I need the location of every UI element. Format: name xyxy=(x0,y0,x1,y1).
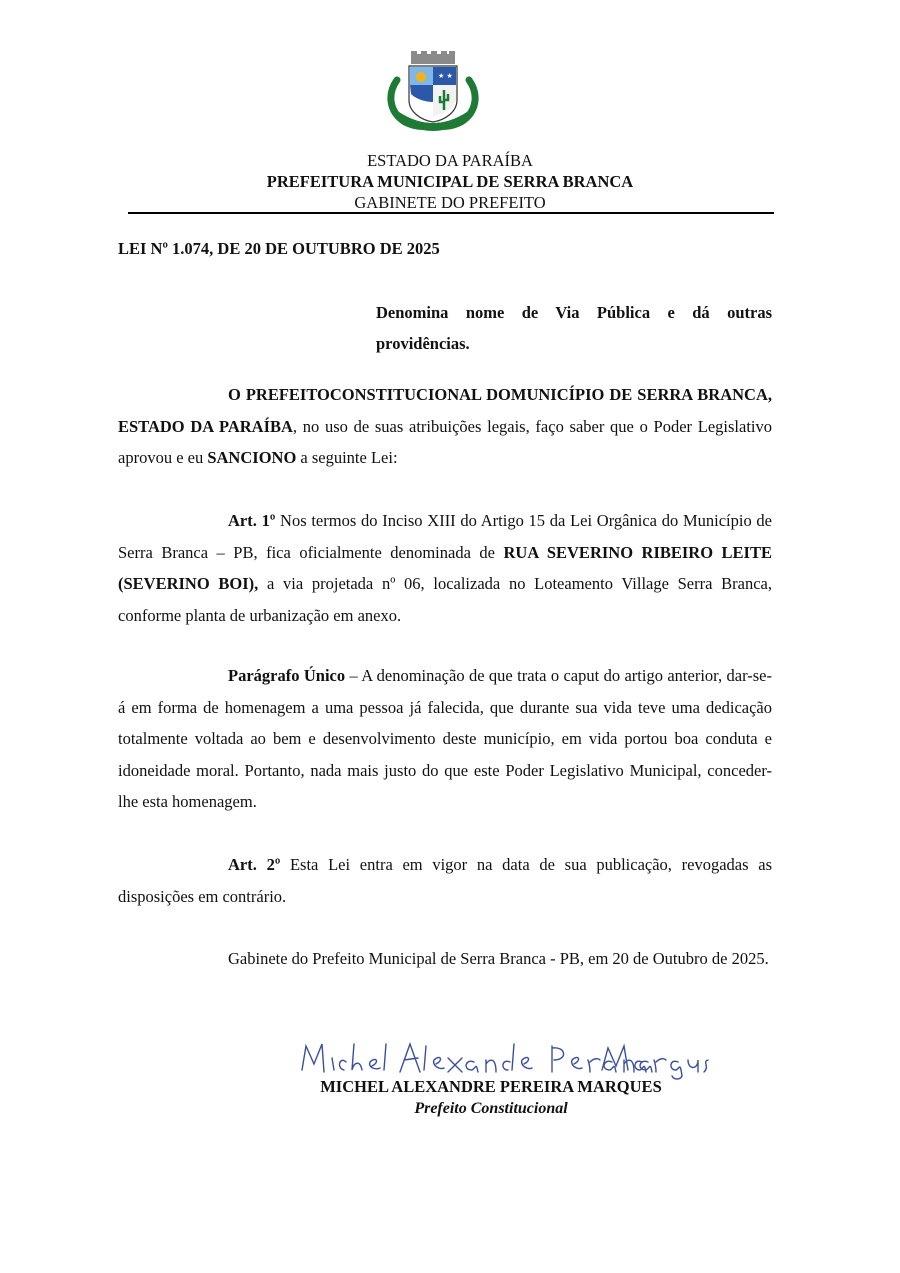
law-summary: Denomina nome de Via Pública e dá outras providências. xyxy=(376,303,772,353)
sole-paragraph-label: Parágrafo Único xyxy=(228,666,346,685)
header-state: ESTADO DA PARAÍBA xyxy=(367,151,533,170)
svg-text:★ ★: ★ ★ xyxy=(438,72,453,80)
article-2-text: Esta Lei entra em vigor na data de sua publicação, revogadas as disposições em contrário. xyxy=(118,855,772,906)
signatory-name: MICHEL ALEXANDRE PEREIRA MARQUES xyxy=(320,1077,662,1096)
article-1-text-end: a via projetada nº 06, localizada no Loteamento Village Serra Branca, conforme planta de urbanização em anexo. xyxy=(118,574,772,625)
preamble-text-end: a seguinte Lei: xyxy=(296,448,398,467)
preamble-paragraph xyxy=(118,379,772,474)
closing-paragraph: Gabinete do Prefeito Municipal de Serra Branca - PB, em 20 de Outubro de 2025. xyxy=(228,949,769,968)
preamble-text: , no uso de suas atribuições legais, faço saber que o Poder Legislativo aprovou e eu xyxy=(118,416,772,467)
law-title: LEI Nº 1.074, DE 20 DE OUTUBRO DE 2025 xyxy=(118,239,440,258)
handwritten-signature xyxy=(290,1036,720,1081)
preamble-bold: O PREFEITOCONSTITUCIONAL DOMUNICÍPIO DE SERRA BRANCA, ESTADO DA PARAÍBA xyxy=(118,385,772,436)
street-name: RUA SEVERINO RIBEIRO LEITE (SEVERINO BOI), xyxy=(118,542,772,593)
article-2-label: Art. 2º xyxy=(228,855,281,874)
signatory-role: Prefeito Constitucional xyxy=(414,1100,568,1117)
article-1 xyxy=(118,505,772,631)
sole-paragraph xyxy=(118,660,772,818)
article-1-text: Nos termos do Inciso XIII do Artigo 15 da Lei Orgânica do Município de Serra Branca – PB, fica oficialmente denominada de xyxy=(118,511,772,562)
sole-paragraph-text: – A denominação de que trata o caput do artigo anterior, dar-se-á em forma de homenagem a uma pessoa já falecida, que durante sua vida teve uma dedicação totalmente voltada ao bem e desenvolvimento deste município, em vida portou boa conduta e idoneidade moral. Portanto, nada mais justo do que este Poder Legislativo Municipal, conceder-lhe esta homenagem. xyxy=(118,666,772,811)
header-divider xyxy=(128,212,774,214)
header-prefecture: PREFEITURA MUNICIPAL DE SERRA BRANCA xyxy=(266,172,634,191)
municipal-crest-icon xyxy=(383,50,483,134)
preamble-sanciono: SANCIONO xyxy=(207,448,297,467)
article-2 xyxy=(118,849,772,912)
article-1-label: Art. 1º xyxy=(228,511,276,530)
header-office: GABINETE DO PREFEITO xyxy=(354,193,546,212)
